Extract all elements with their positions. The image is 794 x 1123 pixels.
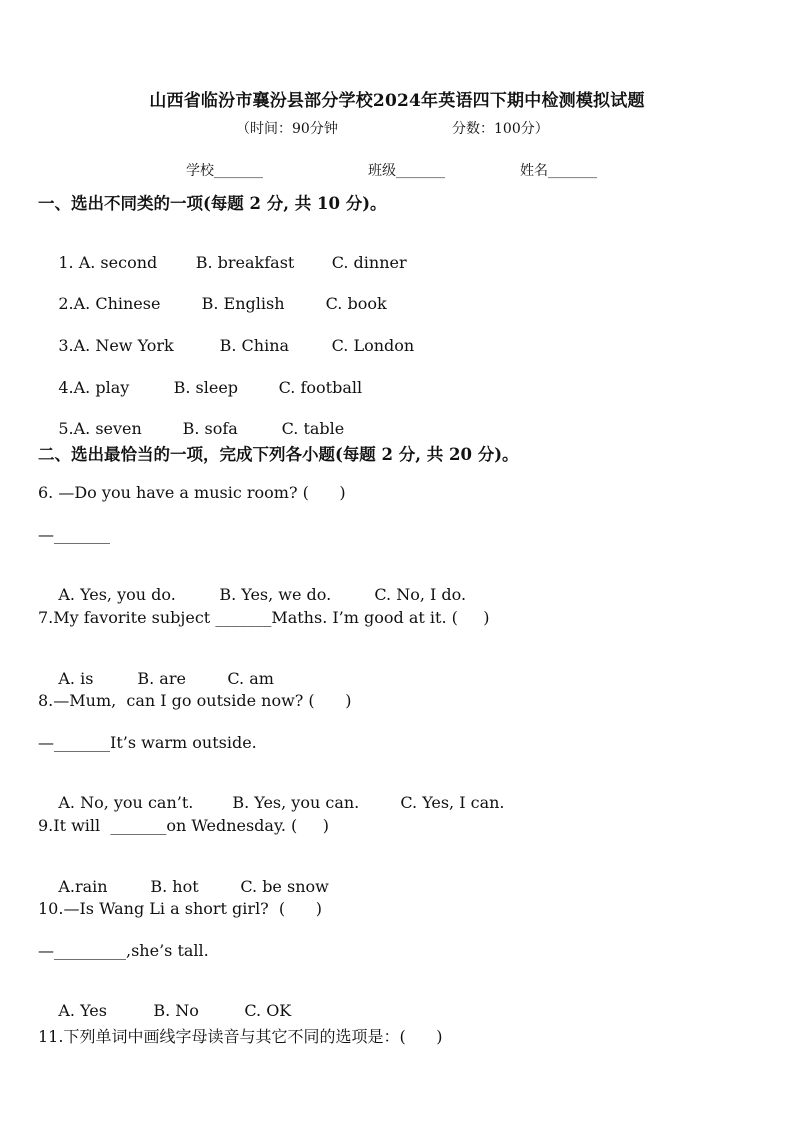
option-c: C. table (281, 419, 345, 438)
option-b: B. are (137, 669, 186, 688)
question-7-stem: 7.My favorite subject _______Maths. I’m good at it. ( ) (38, 608, 490, 627)
question-number: 5. (58, 419, 74, 438)
option-b: B. sleep (173, 378, 239, 397)
name-field: 姓名_______ (520, 163, 597, 179)
question-8-stem: 8.—Mum, can I go outside now? ( ) (38, 691, 352, 710)
question-10-stem: 10.—Is Wang Li a short girl? ( ) (38, 899, 322, 918)
class-field: 班级_______ (368, 163, 445, 179)
option-b: B. hot (150, 877, 199, 896)
question-10-reply: —_________,she’s tall. (38, 941, 209, 960)
option-a: A. seven (73, 419, 142, 438)
question-number: 3. (58, 336, 74, 355)
option-c: C. No, I do. (374, 585, 467, 604)
option-c: C. be snow (240, 877, 329, 896)
option-c: C. Yes, I can. (400, 793, 505, 812)
question-6-reply: —_______ (38, 525, 110, 544)
option-a: A. No, you can’t. (58, 793, 194, 812)
option-a: A.rain (58, 877, 108, 896)
option-c: C. dinner (331, 253, 407, 272)
option-a: A. is (58, 669, 94, 688)
question-8-reply: —_______It’s warm outside. (38, 733, 257, 752)
option-a: A. Yes, you do. (58, 585, 176, 604)
exam-score: 分数：100分） (452, 121, 549, 137)
option-c: C. London (331, 336, 415, 355)
page-title: 山西省临汾市襄汾县部分学校2024年英语四下期中检测模拟试题 (149, 91, 645, 111)
option-a: A. Yes (58, 1001, 107, 1020)
question-6-stem: 6. —Do you have a music room? ( ) (38, 483, 346, 502)
option-b: B. No (153, 1001, 199, 1020)
option-c: C. OK (244, 1001, 292, 1020)
option-b: B. breakfast (195, 253, 295, 272)
option-c: C. football (278, 378, 363, 397)
option-b: B. Yes, you can. (232, 793, 360, 812)
section2-heading: 二、选出最恰当的一项，完成下列各小题(每题 2 分, 共 20 分)。 (38, 445, 519, 464)
option-b: B. English (201, 294, 285, 313)
option-a: A. second (78, 253, 158, 272)
question-number: 4. (58, 378, 74, 397)
question-number: 1. (58, 253, 79, 272)
option-b: B. China (219, 336, 290, 355)
question-11-stem: 11.下列单词中画线字母读音与其它不同的选项是：( ) (38, 1027, 443, 1046)
option-a: A. Chinese (73, 294, 161, 313)
option-a: A. New York (73, 336, 174, 355)
question-number: 2. (58, 294, 74, 313)
option-b: B. sofa (182, 419, 238, 438)
question-9-stem: 9.It will _______on Wednesday. ( ) (38, 816, 329, 835)
option-c: C. book (325, 294, 387, 313)
school-field: 学校_______ (186, 163, 263, 179)
option-c: C. am (227, 669, 274, 688)
option-b: B. Yes, we do. (219, 585, 332, 604)
option-a: A. play (73, 378, 130, 397)
section1-heading: 一、选出不同类的一项(每题 2 分, 共 10 分)。 (38, 194, 387, 213)
exam-time: （时间：90分钟 (236, 121, 338, 137)
